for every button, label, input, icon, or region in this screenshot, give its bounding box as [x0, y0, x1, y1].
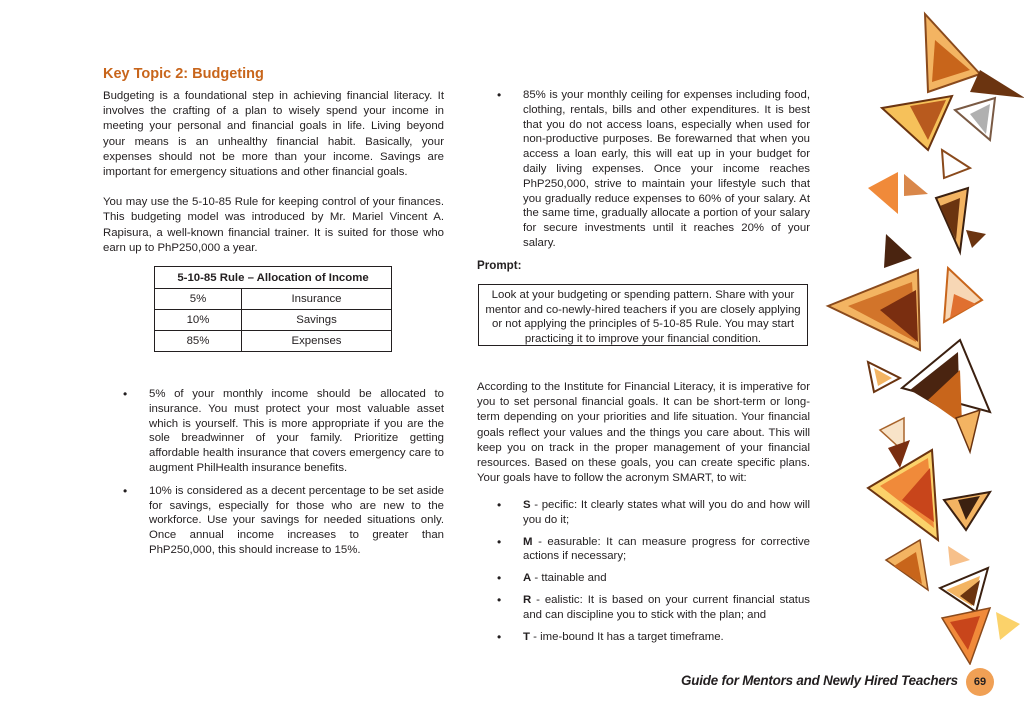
list-item	[477, 593, 810, 623]
list-item-text: - ime-bound It has a target timeframe.	[529, 630, 724, 643]
list-item	[477, 498, 810, 528]
table-cell-pct: 5%	[155, 289, 242, 310]
bullet-icon: •	[497, 88, 502, 102]
table-row	[155, 310, 392, 331]
prompt-label: Prompt:	[477, 259, 522, 272]
left-bullet-list	[103, 387, 444, 558]
smart-letter: T	[523, 630, 530, 643]
table-cell-pct: 10%	[155, 310, 242, 331]
smart-letter: A	[523, 572, 532, 585]
bullet-icon: •	[123, 483, 128, 498]
bullet-icon: •	[123, 387, 128, 401]
list-item-text: 85% is your monthly ceiling for expenses including food, clothing, rentals, bills and other expenditures. It is best that you do not access loans, especially when used for non-productive purposes. Be forewarned that when you access a loan early, this will eat up in your budget for daily living expenses. Once your income reaches PhP250,000, strive to maintain your lifestyle such that you gradually reduce expenses to 60% of your salary. At the same time, gradually allocate a portion of your salary for secure investments until it reaches 20% of your salary.	[523, 89, 810, 249]
intro-paragraph-1: Budgeting is a foundational step in achieving financial literacy. It involves the crafting of a plan to wisely spend your income in meeting your personal and financial goals in life. Living beyond your means is an unhealthy financial habit. Basically, your expenses should not be more than your income. Savings are important for emergency situations and other financial goals.	[103, 90, 444, 179]
list-item-text: - pecific: It clearly states what will you do and how will you do it;	[523, 499, 810, 526]
smart-letter: R	[523, 593, 532, 606]
smart-list	[477, 498, 810, 644]
table-row	[155, 289, 392, 310]
bullet-icon: •	[497, 534, 502, 549]
bullet-icon: •	[497, 498, 502, 512]
intro-paragraph-2: You may use the 5-10-85 Rule for keeping control of your finances. This budgeting model was introduced by Mr. Mariel Vincent A. Rapisura, a well-known financial trainer. It is suited for those who earn up to PhP250,000 a year.	[103, 196, 444, 254]
list-item	[477, 630, 810, 645]
footer-title: Guide for Mentors and Newly Hired Teachers	[681, 673, 958, 688]
table-cell-pct: 85%	[155, 331, 242, 352]
smart-letter: M	[523, 535, 533, 548]
table-cell-item: Savings	[242, 310, 392, 331]
right-column	[477, 88, 810, 251]
list-item-text: - ttainable and	[531, 572, 607, 585]
list-item	[103, 387, 444, 476]
table-row	[155, 331, 392, 352]
rule-table-title: 5-10-85 Rule – Allocation of Income	[155, 267, 392, 289]
section-heading: Key Topic 2: Budgeting	[103, 66, 264, 82]
list-item	[103, 484, 444, 558]
intro-section	[103, 66, 444, 256]
smart-intro-paragraph: According to the Institute for Financial Literacy, it is imperative for you to set personal financial goals. It can be short-term or long-term depending on your priorities and life situation. Your financial goals reflect your values and the things you care about. This will keep you on track in the proper management of your financial resources. Based on these goals, you can create specific plans. Your goals have to follow the acronym SMART, to wit:	[477, 381, 810, 485]
list-item-text: - ealistic: It is based on your current financial status and can discipline you to stick with the plan; and	[523, 593, 810, 621]
list-item-text: 10% is considered as a decent percentage to be set aside for savings, especially for those who are new to the workforce. Use your savings for needed situations only. Once annual income increases to greater than PhP250,000, this should increase to 15%.	[149, 484, 444, 556]
expenses-bullet-list	[477, 88, 810, 251]
bullet-icon: •	[497, 629, 502, 644]
list-item	[477, 535, 810, 565]
list-item	[477, 571, 810, 586]
list-item-text: - easurable: It can measure progress for corrective actions if necessary;	[523, 535, 810, 563]
prompt-box: Look at your budgeting or spending pattern. Share with your mentor and co-newly-hired teachers if you are closely applying or not applying the principles of 5-10-85 Rule. You may start practicing it to improve your financial condition.	[478, 284, 808, 346]
table-cell-item: Insurance	[242, 289, 392, 310]
bullet-icon: •	[497, 571, 502, 586]
triangle-decoration	[820, 0, 1024, 665]
list-item	[477, 88, 810, 251]
list-item-text: 5% of your monthly income should be allocated to insurance. You must protect your most valuable asset which is yourself. This is more appropriate if you are the sole breadwinner of your family. Prioritize getting affordable health insurance that covers emergency care to augment PhilHealth insurance benefits.	[149, 388, 444, 474]
bullet-icon: •	[497, 592, 502, 607]
rule-table	[154, 266, 392, 352]
smart-letter: S	[523, 499, 531, 511]
table-cell-item: Expenses	[242, 331, 392, 352]
page-number-badge: 69	[966, 668, 994, 696]
triangle-pattern-icon	[828, 14, 1024, 664]
